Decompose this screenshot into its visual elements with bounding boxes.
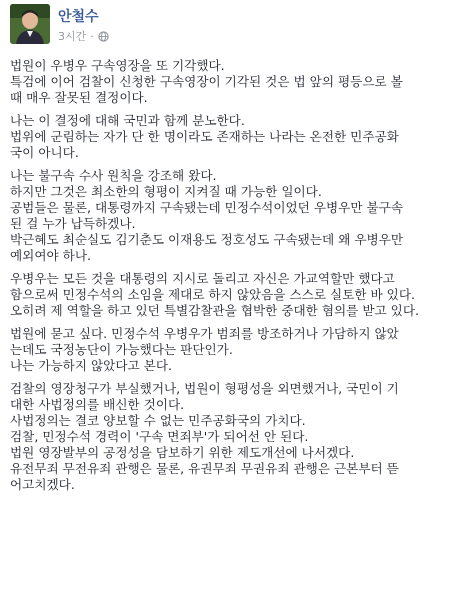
post-text-line: 검찰, 민정수석 경력이 '구속 면죄부'가 되어선 안 된다. xyxy=(10,429,309,444)
post-text-line: 나는 이 결정에 대해 국민과 함께 분노한다. xyxy=(10,113,245,128)
post-text-line: 는데도 국정농단이 가능했다는 판단인가. xyxy=(10,342,233,357)
post-text-line: 국이 아니다. xyxy=(10,145,79,160)
post-paragraph xyxy=(10,113,462,161)
post-text-line: 때 매우 잘못된 결정이다. xyxy=(10,90,148,105)
post-text-line: 법위에 군림하는 자가 단 한 명이라도 존재하는 나라는 온전한 민주공화 xyxy=(10,129,399,144)
post-text-line: 검찰의 영장청구가 부실했거나, 법원이 형평성을 외면했거나, 국민이 기 xyxy=(10,381,399,396)
author-name[interactable]: 안철수 xyxy=(58,9,99,25)
post-paragraph xyxy=(10,168,462,264)
post-text-line: 나는 가능하지 않았다고 본다. xyxy=(10,358,172,373)
post-text-line: 오히려 제 역할을 하고 있던 특별감찰관을 협박한 중대한 혐의를 받고 있다. xyxy=(10,303,420,318)
meta-separator: · xyxy=(90,29,94,43)
post-text-line: 법원이 우병우 구속영장을 또 기각했다. xyxy=(10,58,225,73)
post-text-line: 법원 영장발부의 공정성을 담보하기 위한 제도개선에 나서겠다. xyxy=(10,445,355,460)
post-text-line: 된 걸 누가 납득하겠나. xyxy=(10,216,136,231)
post-paragraph xyxy=(10,326,462,374)
profile-photo xyxy=(10,4,50,44)
post-text-line: 박근혜도 최순실도 김기춘도 이재용도 정호성도 구속됐는데 왜 우병우만 xyxy=(10,232,403,247)
post-text-line: 예외여야 하나. xyxy=(10,248,91,263)
post-text-line: 사법정의는 결코 양보할 수 없는 민주공화국의 가치다. xyxy=(10,413,306,428)
post-text-line: 우병우는 모든 것을 대통령의 지시로 돌리고 자신은 가교역할만 했다고 xyxy=(10,271,395,286)
post-meta xyxy=(58,28,109,44)
globe-icon[interactable] xyxy=(98,31,109,42)
avatar[interactable] xyxy=(10,4,50,44)
post-text-line: 하지만 그것은 최소한의 형평이 지켜질 때 가능한 일이다. xyxy=(10,184,322,199)
post-text-line: 특검에 이어 검찰이 신청한 구속영장이 기각된 것은 법 앞의 평등으로 볼 xyxy=(10,74,403,89)
post-text-line: 어고치겠다. xyxy=(10,477,75,492)
post-timestamp[interactable]: 3시간 xyxy=(58,30,87,43)
post-text-line: 공범들은 물론, 대통령까지 구속됐는데 민정수석이었던 우병우만 불구속 xyxy=(10,200,403,215)
post-text-line: 함으로써 민정수석의 소임을 제대로 하지 않았음을 스스로 실토한 바 있다. xyxy=(10,287,415,302)
post-paragraph xyxy=(10,58,462,106)
post-text-line: 대한 사법정의를 배신한 것이다. xyxy=(10,397,185,412)
post-text-line: 나는 불구속 수사 원칙을 강조해 왔다. xyxy=(10,168,217,183)
post-text-line: 유전무죄 무전유죄 관행은 물론, 유권무죄 무권유죄 관행은 근본부터 뜯 xyxy=(10,461,399,476)
post-text-line: 법원에 묻고 싶다. 민정수석 우병우가 범죄를 방조하거나 가담하지 않았 xyxy=(10,326,399,341)
post-paragraph xyxy=(10,381,462,493)
post-paragraph xyxy=(10,271,462,319)
post-body xyxy=(10,58,462,500)
